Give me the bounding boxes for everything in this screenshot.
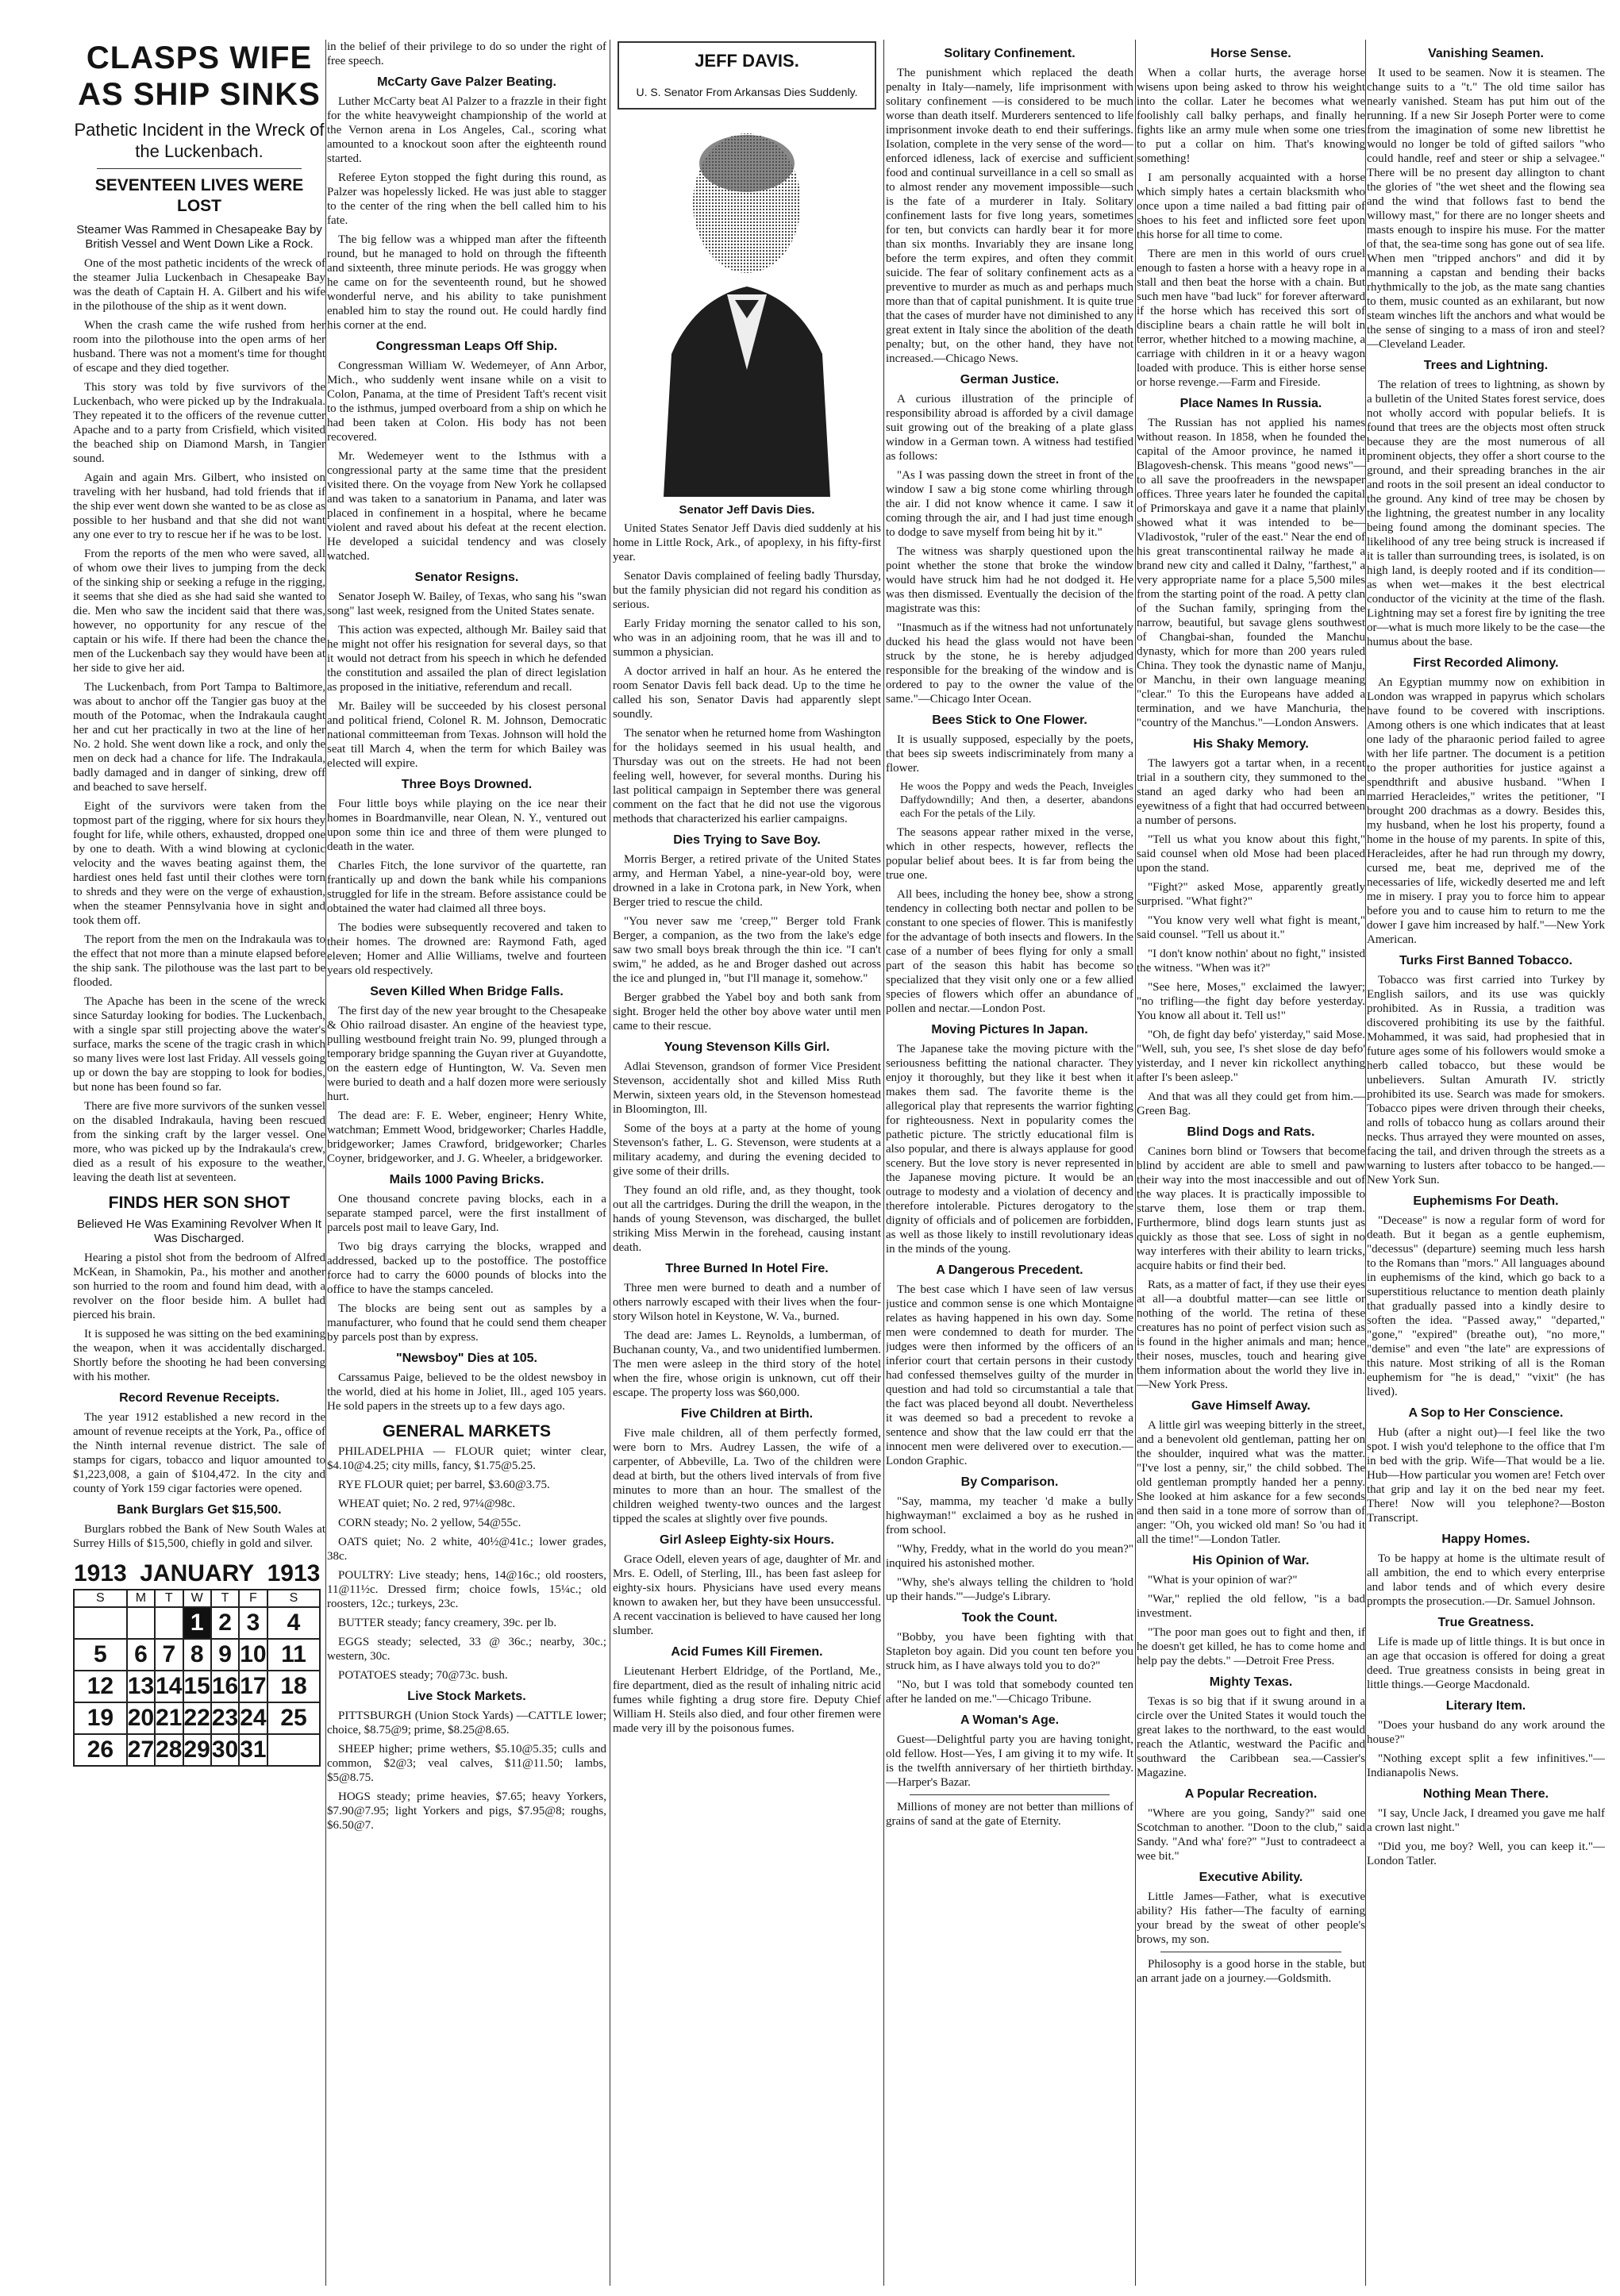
article-paragraph: Four little boys while playing on the ice near their homes in Boardmanville, near Olean, N. Y., ventured out upon some thin ice and three of them were plunged to death in the water. <box>327 798 606 853</box>
article-paragraph: A little girl was weeping bitterly in the street, and a benevolent old gentleman, patting her on the shoulder, inquired what was the matter. "I've lost a penny, sir," the child sobbed. The old gentleman promptly handed her a penny. She looked at him askance for a few seconds and then said in a tone more of sorrow than of anger: "Oh, you wicked old man! So 'ou had it all the time!"—London Tatler. <box>1137 1419 1365 1546</box>
article-paragraph: "Tell us what you know about this fight," said counsel when old Mose had been placed upon the stand. <box>1137 833 1365 875</box>
article-paragraph: "As I was passing down the street in front of the window I saw a big stone come whirling through the air. I did not know whence it came. I saw it coming through the air, and I had just time enough to dodge to save myself from being hit by it." <box>886 469 1133 539</box>
article-paragraph: Five male children, all of them perfectly formed, were born to Mrs. Audrey Lassen, the wife of a carpenter, of Abbeville, La. Two of the children were dead at birth, but the others lived intervals of from five minutes to more than an hour. The smallest of the children weighed twenty-two ounces and the largest tipped the scales at slightly over five pounds. <box>613 1427 881 1525</box>
article-heading: Vanishing Seamen. <box>1428 47 1544 60</box>
article-paragraph: Berger grabbed the Yabel boy and both sank from sight. Broger held the other boy above water until men came to their rescue. <box>613 991 881 1033</box>
article-paragraph: Three men were burned to death and a number of others narrowly escaped with their lives when the four-story Wilson hotel in Keystone, W. Va., burned. <box>613 1282 881 1323</box>
article-paragraph: The seasons appear rather mixed in the verse, which in other respects, however, reflects the popular belief about bees. It is far from being the true one. <box>886 826 1133 882</box>
article-paragraph: "Say, mamma, my teacher 'd make a bully highwayman!" exclaimed a boy as he rushed in from school. <box>886 1495 1133 1536</box>
article-paragraph: There are five more survivors of the sunken vessel on the disabled Indrakaula, having been rescued from the sinking craft by the larger vessel. One more, who was picked up by the Indrakaula's crew, died as a result of his exposure to the weather, leaving the death list at seventeen. <box>73 1100 325 1184</box>
article-heading: FINDS HER SON SHOT <box>108 1194 291 1212</box>
main-headline: CLASPS WIFE AS SHIP SINKS <box>78 40 321 112</box>
article-heading: Blind Dogs and Rats. <box>1187 1125 1315 1139</box>
calendar-weekday: M <box>127 1590 155 1607</box>
article-paragraph: The Japanese take the moving picture with the seriousness befitting the national character. They enjoy it thoroughly, but they like it best when it makes them sad. The favorite theme is the allegorical play that represents the warrior fighting for righteousness. Next in popularity comes the pathetic picture. The strictly educational film is also popular, and there is always applause for good scenery. But the love story is never represented in the Japanese moving picture. It would be an outrage to modesty and a violation of decency and therefore intolerable. Pictures derogatory to the dignity of officials and of policemen are forbidden, as well as those likely to instill revolutionary ideas in the minds of the young. <box>886 1043 1133 1256</box>
article-heading: McCarty Gave Palzer Beating. <box>377 75 556 89</box>
calendar-day: 31 <box>239 1734 267 1766</box>
article-heading: Seven Killed When Bridge Falls. <box>370 985 564 998</box>
article-paragraph: "Bobby, you have been fighting with that Stapleton boy again. Did you count ten before you struck him, as I have always told you to do?" <box>886 1631 1133 1672</box>
article-deck: Believed He Was Examining Revolver When It Was Discharged. <box>77 1217 321 1245</box>
article-paragraph: Hearing a pistol shot from the bedroom of Alfred McKean, in Shamokin, Pa., his mother and another son hurried to the room and found him dead, with a revolver on the floor beside him. A bullet had pierced his brain. <box>73 1252 325 1321</box>
article-heading: "Newsboy" Dies at 105. <box>396 1352 537 1365</box>
article-paragraph: When the crash came the wife rushed from her room into the pilothouse into the open arms of her husband. There was not a moment's time for thought of escape and they died together. <box>73 319 325 375</box>
calendar-weekday: S <box>74 1590 127 1607</box>
calendar-day: 16 <box>211 1671 239 1702</box>
article-paragraph: "Decease" is now a regular form of word for death. But it began as a gentle euphemism, "decessus" (departure) seeming much less harsh to the Romans than "mors." All languages abound in euphemisms of the kind, which go back to a superstitious reluctance to mention death plainly that gradually passed into a kindly desire to soften the idea. "Passed away," "departed," "gone," "expired" (breathe out), "no more," "demise" and even "the late" are expressions of this nature. Most striking of all is the Roman euphemism for "he is dead," "vixit" (he has lived). <box>1367 1214 1605 1398</box>
article-paragraph: The big fellow was a whipped man after the fifteenth round, but he managed to hold on through the fifteenth and sixteenth, three minute periods. He was groggy when he came on for the seventeenth round, but he showed wonderful nerve, and his ability to take punishment enabled him to stay the round out. He could hardly find his corner at the end. <box>327 233 606 332</box>
article-paragraph: "Oh, de fight day befo' yisterday," said Mose. "Well, suh, you see, I's shet slose de day befo' yisterday, and I never kin rickollect anything after I's been asleep." <box>1137 1029 1365 1084</box>
headline-deck: SEVENTEEN LIVES WERE LOST <box>94 176 304 215</box>
article-heading: Live Stock Markets. <box>407 1690 526 1703</box>
calendar-year-left: 1913 <box>74 1560 127 1586</box>
article-paragraph: "War," replied the old fellow, "is a bad investment. <box>1137 1593 1365 1620</box>
market-line: PHILADELPHIA — FLOUR quiet; winter clear, $4.10@4.25; city mills, fancy, $1.75@5.25. <box>327 1445 606 1472</box>
article-paragraph: And that was all they could get from him.—Green Bag. <box>1137 1090 1365 1117</box>
article-paragraph: "Fight?" asked Mose, apparently greatly surprised. "What fight?" <box>1137 881 1365 908</box>
article-paragraph: Two big drays carrying the blocks, wrapped and addressed, backed up to the postoffice. The postoffice force had to carry the 6000 pounds of blocks into the office to have the stamps canceled. <box>327 1240 606 1296</box>
article-paragraph: Luther McCarty beat Al Palzer to a frazzle in their fight for the white heavyweight championship of the world at the Vernon arena in Los Angeles, Cal., scoring what amounted to a knockout soon after the eighteenth round started. <box>327 95 606 165</box>
article-paragraph: Early Friday morning the senator called to his son, who was in an adjoining room, that he was ill and to summon a physician. <box>613 617 881 659</box>
calendar-day: 20 <box>127 1702 155 1734</box>
article-heading: By Comparison. <box>960 1475 1059 1489</box>
calendar-day: 24 <box>239 1702 267 1734</box>
article-paragraph: The first day of the new year brought to the Chesapeake & Ohio railroad disaster. An engine of the heaviest type, pulling westbound freight train No. 99, plunged through a temporary bridge spanning the Guyan river at Guyandotte, on the eastern edge of Huntington, W. Va. Seven men were buried to death and a half dozen more were seriously hurt. <box>327 1005 606 1103</box>
article-paragraph: The lawyers got a tartar when, in a recent trial in a southern city, they summoned to the stand an aged darky who had been an eyewitness of a fight that had occurred between a number of persons. <box>1137 757 1365 827</box>
calendar-day: 26 <box>74 1734 127 1766</box>
calendar-year-right: 1913 <box>267 1560 321 1586</box>
calendar-day: 19 <box>74 1702 127 1734</box>
portrait-caption: Senator Jeff Davis Dies. <box>679 503 815 517</box>
article-paragraph: Little James—Father, what is executive ability? His father—The faculty of earning your bread by the sweat of other people's brows, my son. <box>1137 1890 1365 1946</box>
article-paragraph: To be happy at home is the ultimate result of all ambition, the end to which every enterprise and labor tends and of which every desire prompts the prosecution.—Dr. Samuel Johnson. <box>1367 1552 1605 1608</box>
calendar-day: 13 <box>127 1671 155 1702</box>
article-paragraph: "Nothing except split a few infinitives."—Indianapolis News. <box>1367 1752 1605 1779</box>
market-line: HOGS steady; prime heavies, $7.65; heavy Yorkers, $7.90@7.95; light Yorkers and pigs, $7.95@8; roughs, $6.50@7. <box>327 1790 606 1832</box>
article-paragraph: Mr. Bailey will be succeeded by his closest personal and political friend, Colonel R. M. Johnson, Democratic national committeeman from Texas. Johnson will hold the seat till March 4, when the term for which Bailey was elected will expire. <box>327 700 606 770</box>
poem-verse: He woos the Poppy and weds the Peach, Inveigles Daffydowndilly; And then, a deserter, abandons each For the petals of the Lily. <box>900 781 1133 820</box>
article-paragraph: A doctor arrived in half an hour. As he entered the room Senator Davis fell back dead. Up to the time he called his son, Senator Davis had apparently slept soundly. <box>613 665 881 721</box>
article-paragraph: From the reports of the men who were saved, all of whom owe their lives to jumping from the deck of the sinking ship or seeking a refuge in the rigging, it seems that she died as she had said she wanted to die. Men who saw the incident said that there was, however, no opportunity for any rescue of the captain or his wife. If there had been the chance the men of the Luckenbach say they would have been at her side to give her aid. <box>73 548 325 675</box>
article-paragraph: "No, but I was told that somebody counted ten after he landed on me."—Chicago Tribune. <box>886 1679 1133 1706</box>
calendar <box>73 1559 321 1767</box>
article-paragraph: Millions of money are not better than millions of grains of sand at the gate of Eternity. <box>886 1801 1133 1828</box>
article-paragraph: Burglars robbed the Bank of New South Wales at Surrey Hills of $15,500, chiefly in gold and silver. <box>73 1523 325 1550</box>
calendar-day: 14 <box>155 1671 183 1702</box>
calendar-day: 28 <box>155 1734 183 1766</box>
calendar-weekday: T <box>155 1590 183 1607</box>
calendar-weekday: S <box>267 1590 321 1607</box>
calendar-day: 21 <box>155 1702 183 1734</box>
market-line: SHEEP higher; prime wethers, $5.10@5.35; culls and common, $2@3; veal calves, $11@11.50; lambs, $5@8.75. <box>327 1743 606 1784</box>
market-line: PITTSBURGH (Union Stock Yards) —CATTLE lower; choice, $8.75@9; prime, $8.25@8.65. <box>327 1710 606 1736</box>
article-heading: Girl Asleep Eighty-six Hours. <box>660 1533 834 1547</box>
market-line: OATS quiet; No. 2 white, 40½@41c.; lower grades, 38c. <box>327 1536 606 1563</box>
article-heading: Trees and Lightning. <box>1423 359 1549 372</box>
calendar-day: 23 <box>211 1702 239 1734</box>
article-paragraph: "You never saw me 'creep,'" Berger told Frank Berger, a companion, as the two from the lake's edge saw two small boys break through the thin ice. "I can't swim," he added, as he and Broger dashed out across the ice and plunged in, "but I'll manage it, somehow." <box>613 915 881 985</box>
headline-summary: Steamer Was Rammed in Chesapeake Bay by British Vessel and Went Down Like a Rock. <box>76 223 322 251</box>
calendar-day: 18 <box>267 1671 321 1702</box>
article-paragraph: Mr. Wedemeyer went to the Isthmus with a congressional party at the same time that the president visited there. On the voyage from New York he collapsed and was taken to a sanatorium in Panama, and later was placed in confinement in a hospital, where he became violent and raved about his defeat at the recent election. He developed a suicidal tendency and was closely watched. <box>327 450 606 563</box>
article-heading: Mighty Texas. <box>1209 1675 1293 1689</box>
article-heading: German Justice. <box>960 373 1060 387</box>
article-heading: Place Names In Russia. <box>1179 397 1322 410</box>
article-paragraph: "See here, Moses," exclaimed the lawyer; "no trifling—the fight day before yesterday. You know all about it. Tell us!" <box>1137 981 1365 1022</box>
calendar-weekday: T <box>211 1590 239 1607</box>
article-paragraph: This action was expected, although Mr. Bailey said that he might not offer his resignation for several days, so that it would not detract from his speech in which he defended the constitution and assailed the plan of direct legislation as proposed in the initiative, referendum and recall. <box>327 624 606 694</box>
article-paragraph: When a collar hurts, the average horse wisens upon being asked to throw his weight into the collar. Later he becomes what we foolishly call balky perhaps, and finally he fights like an army mule when some one tries to put a collar on him. That's knowing something! <box>1137 67 1365 165</box>
market-line: POTATOES steady; 70@73c. bush. <box>338 1669 508 1682</box>
article-paragraph: "Why, she's always telling the children to 'hold up their hands.'"—Judge's Library. <box>886 1576 1133 1603</box>
calendar-day: 7 <box>155 1639 183 1671</box>
article-paragraph: "Why, Freddy, what in the world do you mean?" inquired his astonished mother. <box>886 1543 1133 1570</box>
article-paragraph: I am personally acquainted with a horse which simply hates a certain blacksmith who once upon a time nailed a bad fitting pair of shoes to his feet and inflicted sore feet upon this horse for all time to come. <box>1137 171 1365 241</box>
calendar-day: 25 <box>267 1702 321 1734</box>
article-heading: A Popular Recreation. <box>1184 1787 1318 1801</box>
article-heading: Nothing Mean There. <box>1422 1787 1549 1801</box>
article-paragraph: Texas is so big that if it swung around in a circle over the United States it would touch the great lakes to the northward, to the east would reach the Atlantic, westward the Pacific and southward the Caribbean sea.—Cassier's Magazine. <box>1137 1695 1365 1779</box>
jeff-davis-box <box>618 41 876 110</box>
article-heading: Bank Burglars Get $15,500. <box>117 1503 282 1517</box>
market-line: POULTRY: Live steady; hens, 14@16c.; old roosters, 11@11½c. Dressed firm; choice fowls, 15¼c.; old roosters, 12c.; turkeys, 23c. <box>327 1569 606 1610</box>
article-paragraph: "Did you, me boy? Well, you can keep it."—London Tatler. <box>1367 1840 1605 1867</box>
article-paragraph: A curious illustration of the principle of responsibility abroad is afforded by a civil damage suit growing out of the breaking of a plate glass window in a German town. A witness had testified as follows: <box>886 393 1133 463</box>
calendar-day: 6 <box>127 1639 155 1671</box>
article-heading: Literary Item. <box>1445 1699 1526 1713</box>
article-heading: Solitary Confinement. <box>944 47 1076 60</box>
article-paragraph: Senator Joseph W. Bailey, of Texas, who sang his "swan song" last week, resigned from the United States senate. <box>327 590 606 617</box>
article-paragraph: Charles Fitch, the lone survivor of the quartette, ran frantically up and down the bank while his companions struggled for life in the stream. Before assistance could be obtained the water had claimed all three boys. <box>327 860 606 915</box>
column-4 <box>886 40 1133 2286</box>
article-paragraph: "Inasmuch as if the witness had not unfortunately ducked his head the glass would not have been struck by the stone, he is hereby adjudged responsible for the breaking of the window and is ordered to pay to the owner the value of the same."—Chicago Inter Ocean. <box>886 621 1133 706</box>
market-line: EGGS steady; selected, 33 @ 36c.; nearby, 30c.; western, 30c. <box>327 1636 606 1663</box>
article-paragraph: Eight of the survivors were taken from the topmost part of the rigging, where for six hours they fought for life, while others, exhausted, dropped one by one to death. With a wind blowing at cyclonic velocity and the waves beating against them, the hardiest ones held fast until their clothes were torn to shreds and they were on the verge of exhaustion, when the steamer Pennsylvania hove in sight and took them off. <box>73 800 325 927</box>
article-paragraph: "I say, Uncle Jack, I dreamed you gave me half a crown last night." <box>1367 1807 1605 1834</box>
markets-heading: GENERAL MARKETS <box>383 1422 551 1440</box>
calendar-day: 17 <box>239 1671 267 1702</box>
column-1 <box>73 40 325 2286</box>
calendar-day: 27 <box>127 1734 155 1766</box>
article-paragraph: Senator Davis complained of feeling badly Thursday, but the family physician did not regard his condition as serious. <box>613 570 881 611</box>
article-paragraph: Guest—Delightful party you are having tonight, old fellow. Host—Yes, I am giving it to my wife. It is the twelfth anniversary of her thirtieth birthday.—Harper's Bazar. <box>886 1733 1133 1789</box>
article-paragraph: The Russian has not applied his names without reason. In 1858, when he founded the capital of the Amoor province, he named it Blagovesh-chensk. This means "good news"—to all save the proofreaders in the newspaper offices. Three years later he founded the capital of Primorskaya and gave it a name that plainly showed what it was intended to be—Vladivostok, "ruler of the east." Near the end of his great transcontinental railway he made a brand new city and called it Dalny, "farthest," a very appropriate name for a place 5,500 miles from the starting point of the road. A petty clan of the Suchan family, springing from the narrow, beautiful, but savage glens southwest of Changbai-shan, founded the Manchu dynasty, which for more than 200 years ruled China. They took the dynastic name of Manju, or Manchu, in their own language meaning "clear." To this the Europeans have added a termination, and we have Manchuria, the "country of the Manchus."—London Answers. <box>1137 417 1365 729</box>
calendar-day: 3 <box>239 1607 267 1639</box>
article-heading: Turks First Banned Tobacco. <box>1399 954 1573 967</box>
article-paragraph: One thousand concrete paving blocks, each in a separate stamped parcel, were the first installment of parcels post mail to leave Gary, Ind. <box>327 1193 606 1234</box>
article-heading: A Sop to Her Conscience. <box>1408 1406 1564 1420</box>
article-paragraph: It is usually supposed, especially by the poets, that bees sip sweets indiscriminately from many a flower. <box>886 733 1133 775</box>
calendar-day: 15 <box>183 1671 211 1702</box>
article-paragraph: The witness was sharply questioned upon the point whether the stone that broke the window would have struck him had he not dodged it. He was then dismissed. Eventually the decision of the magistrate was this: <box>886 545 1133 615</box>
article-paragraph: Canines born blind or Towsers that become blind by accident are able to smell and paw their way into the most inaccessible and out of the way places. It is practically impossible to starve them, lose them or trap them. Furthermore, blind dogs learn stunts just as quickly as those that see. Loss of sight in no way interferes with their ability to learn tricks, acquire habits or find their bed. <box>1137 1145 1365 1272</box>
article-paragraph: United States Senator Jeff Davis died suddenly at his home in Little Rock, Ark., of apoplexy, in his fifty-first year. <box>613 522 881 563</box>
article-paragraph: The Luckenbach, from Port Tampa to Baltimore, was about to anchor off the Tangier gas buoy at the mouth of the Potomac, when the Indrakaula caught her and cut her practically in two at the line of her No. 2 hold. She went down like a rock, and only the men on deck had a chance for life. The Indrakaula, badly damaged and in danger of sinking, drew off and beached to save herself. <box>73 681 325 794</box>
column-5 <box>1137 40 1365 2286</box>
article-heading: His Opinion of War. <box>1192 1554 1310 1567</box>
market-line: BUTTER steady; fancy creamery, 39c. per lb. <box>338 1617 557 1629</box>
calendar-day: 29 <box>183 1734 211 1766</box>
calendar-weekday: W <box>183 1590 211 1607</box>
article-heading: Took the Count. <box>961 1611 1058 1625</box>
article-heading: Happy Homes. <box>1441 1533 1530 1546</box>
article-heading: First Recorded Alimony. <box>1413 656 1559 670</box>
market-line: WHEAT quiet; No. 2 red, 97¼@98c. <box>338 1498 516 1510</box>
article-paragraph: The dead are: F. E. Weber, engineer; Henry White, watchman; Emmett Wood, bridgeworker; Charles Haddle, bridgeworker; James Crawford, bridgeworker; Charles Coyner, bridgeworker, and J. G. Wheeler, a bridgeworker. <box>327 1110 606 1165</box>
article-paragraph: Congressman William W. Wedemeyer, of Ann Arbor, Mich., who suddenly went insane while on a visit to Colon, Panama, at the time of President Taft's recent visit to the isthmus, jumped overboard from a ship on which he had been taken at Colon. His body has not been recovered. <box>327 360 606 444</box>
calendar-day <box>267 1734 321 1766</box>
calendar-day <box>74 1607 127 1639</box>
article-heading: Moving Pictures In Japan. <box>931 1023 1088 1036</box>
headline-subtitle: Pathetic Incident in the Wreck of the Luckenbach. <box>74 120 325 161</box>
article-paragraph: "I don't know nothin' about no fight," insisted the witness. "When was it?" <box>1137 948 1365 975</box>
article-heading: Bees Stick to One Flower. <box>932 713 1087 727</box>
market-line: RYE FLOUR quiet; per barrel, $3.60@3.75. <box>338 1479 550 1491</box>
article-paragraph: The year 1912 established a new record in the amount of revenue receipts at the York, Pa., office of the Ninth internal revenue district. The sale of stamps for cigars, tobacco and liquor amounted to $1,223,008, a gain of $104,472. In the city and county of York 159 cigar factories were opened. <box>73 1411 325 1495</box>
box-title: JEFF DAVIS. <box>695 51 799 71</box>
article-paragraph: Again and again Mrs. Gilbert, who insisted on traveling with her husband, had told friends that if the ship ever went down she wanted to be as close as possible to her husband and that she did not want any one ever to try to rescue her if he was to be lost. <box>73 471 325 541</box>
calendar-day: 10 <box>239 1639 267 1671</box>
article-paragraph: Rats, as a matter of fact, if they use their eyes at all—a doubtful matter—can see little or nothing of the world. The retina of these creatures has no point of perfect vision such as is found in the higher animals and man; hence their noses, muscles, touch and hearing give them information about the world they live in.—New York Press. <box>1137 1279 1365 1391</box>
article-heading: Senator Resigns. <box>414 571 519 584</box>
article-heading: Gave Himself Away. <box>1191 1399 1310 1413</box>
article-heading: Horse Sense. <box>1210 47 1291 60</box>
article-paragraph: Life is made up of little things. It is but once in an age that occasion is offered for doing a great deed. True greatness consists in being great in little things.—George Macdonald. <box>1367 1636 1605 1691</box>
article-paragraph: The Apache has been in the scene of the wreck since Saturday looking for bodies. The Luckenbach, with a single spar still projecting above the water's surface, marks the scene of the tragic crash in which so many lives were lost last Friday. All vessels going up or down the bay are stopping to look for bodies, but none has been found so far. <box>73 995 325 1094</box>
article-heading: Acid Fumes Kill Firemen. <box>671 1645 823 1659</box>
article-paragraph: in the belief of their privilege to do so under the right of free speech. <box>327 40 606 67</box>
article-paragraph: The relation of trees to lightning, as shown by a bulletin of the United States forest service, does not wholly accord with popular beliefs. It is found that trees are the objects most often struck because they are the most numerous of all prominent objects, they offer a short course to the ground, and their spreading branches in the air and roots in the soil present an ideal conductor to the ground. Any kind of tree may be chosen by the lightning, the greatest number in any locality being found among the dominant species. The likelihood of any tree being struck is increased if it is taller than surrounding trees, is isolated, is on high land, is deeply rooted and if its condition—as when wet—makes it the best electrical conductor of the vicinity at the time of the flash. Lightning may set a forest fire by igniting the tree or—what is much more likely to be the case—the humus about the base. <box>1367 379 1605 648</box>
calendar-day: 30 <box>211 1734 239 1766</box>
article-heading: Mails 1000 Paving Bricks. <box>389 1173 544 1186</box>
column-6 <box>1367 40 1605 2286</box>
article-paragraph: One of the most pathetic incidents of the wreck of the steamer Julia Luckenbach in Chesapeake Bay was the death of Captain H. A. Gilbert and his wife in the pilothouse of the ship as it went down. <box>73 257 325 313</box>
article-paragraph: Carssamus Paige, believed to be the oldest newsboy in the world, died at his home in Joliet, Ill., aged 105 years. He sold papers in the streets up to a few days ago. <box>327 1371 606 1413</box>
article-paragraph: Referee Eyton stopped the fight during this round, as Palzer was hopelessly licked. He was just able to stagger to the center of the ring when the bell called him to his fate. <box>327 171 606 227</box>
article-paragraph: Grace Odell, eleven years of age, daughter of Mr. and Mrs. E. Odell, of Sterling, Ill., has been fast asleep for eighty-six hours. Physicians have used every means known to awaken her, but they have been unsuccessful. A recent vaccination is believed to have caused her long slumber. <box>613 1553 881 1637</box>
article-paragraph: It is supposed he was sitting on the bed examining the weapon, when it was accidentally discharged. Shortly before the shooting he had been conversing with his mother. <box>73 1328 325 1383</box>
article-paragraph: Philosophy is a good horse in the stable, but an arrant jade on a journey.—Goldsmith. <box>1137 1958 1365 1985</box>
calendar-month: JANUARY <box>140 1560 255 1586</box>
article-paragraph: Adlai Stevenson, grandson of former Vice President Stevenson, accidentally shot and killed Miss Ruth Merwin, sixteen years old, in the Stevenson homestead in Bloomington, Ill. <box>613 1060 881 1116</box>
article-paragraph: "Where are you going, Sandy?" said one Scotchman to another. "Doon to the club," said Sandy. "And wha' fore?" "Just to contradeect a wee bit." <box>1137 1807 1365 1863</box>
article-heading: Record Revenue Receipts. <box>119 1391 279 1405</box>
calendar-day: 1 <box>183 1607 211 1639</box>
calendar-day: 12 <box>74 1671 127 1702</box>
article-paragraph: All bees, including the honey bee, show a strong tendency in collecting both nectar and pollen to be constant to one species of flower. This is manifestly for the advantage of both insects and flowers. In the case of a number of bees flying for only a small part of the season this habit has become so specialized that they visit only one or a few allied species of flowers which offer an abundance of pollen and nectar.—London Post. <box>886 888 1133 1015</box>
article-paragraph: "The poor man goes out to fight and then, if he doesn't get killed, he has to come home and help pay the debts." —Detroit Free Press. <box>1137 1626 1365 1667</box>
column-3 <box>613 40 881 2286</box>
article-paragraph: Hub (after a night out)—I feel like the two spot. I wish you'd telephone to the office that I'm in bed with the grip. Wife—That would be a lie. Hub—How particular you women are! Fetch over that grip and lay it on the bed near my feet. There! Now will you telephone?—Boston Transcript. <box>1367 1426 1605 1525</box>
article-heading: Euphemisms For Death. <box>1413 1194 1559 1208</box>
calendar-weekday: F <box>239 1590 267 1607</box>
article-paragraph: Lieutenant Herbert Eldridge, of the Portland, Me., fire department, died as the result of inhaling nitric acid fumes while fighting a drug store fire. Deputy Chief William H. Steils also died, and four other firemen were made very ill by the poisonous fumes. <box>613 1665 881 1735</box>
article-paragraph: It used to be seamen. Now it is steamen. The change suits to a "t." The old time sailor has nearly vanished. Steam has put him out of the running. If a new Sir Joseph Porter were to come from the imagination of some new librettist he would no longer be told of gifted sailors "who could handle, reef and steer or ship a selvagee." There will be no present day allington to chant the glories of "the wet sheet and the flowing sea and the wind that follows fast to bend the willowy mast," for there are no longer sheets and masts enough to inspire his muse. For the matter of that, the sea-time song has gone out of sea life. When men "tripped anchors" and did it by manning a capstan and bending their backs rhythmically to the job, as the mate sang chanties to them, music counted as an exhilarant, but now steam winches lift the anchors and what would be the sense of singing to a mass of iron and steel?—Cleveland Leader. <box>1367 67 1605 351</box>
article-paragraph: Some of the boys at a party at the home of young Stevenson's father, L. G. Stevenson, were students at a military academy, and during the evening decided to give some of their drills. <box>613 1122 881 1178</box>
calendar-day: 9 <box>211 1639 239 1671</box>
article-paragraph: Morris Berger, a retired private of the United States army, and Herman Yabel, a nine-year-old boy, were drowned in a lake in Crotona park, in New York, when Berger tried to rescue the child. <box>613 853 881 909</box>
article-heading: Five Children at Birth. <box>680 1407 814 1421</box>
article-paragraph: The dead are: James L. Reynolds, a lumberman, of Buchanan county, Va., and two unidentified lumbermen. The men were asleep in the third story of the hotel when the fire, whose origin is unknown, cut off their escape. The property loss was $60,000. <box>613 1329 881 1399</box>
calendar-day: 8 <box>183 1639 211 1671</box>
article-paragraph: "Does your husband do any work around the house?" <box>1367 1719 1605 1746</box>
article-heading: Dies Trying to Save Boy. <box>673 833 821 847</box>
article-paragraph: "You know very well what fight is meant," said counsel. "Tell us about it." <box>1137 914 1365 941</box>
article-paragraph: The bodies were subsequently recovered and taken to their homes. The drowned are: Raymond Fath, aged eleven; Homer and Allie Williams, twelve and fourteen years old respectively. <box>327 921 606 977</box>
calendar-day: 4 <box>267 1607 321 1639</box>
calendar-day <box>127 1607 155 1639</box>
article-heading: Congressman Leaps Off Ship. <box>375 340 558 353</box>
calendar-day: 11 <box>267 1639 321 1671</box>
market-line: CORN steady; No. 2 yellow, 54@55c. <box>338 1517 521 1529</box>
article-heading: True Greatness. <box>1437 1616 1534 1629</box>
calendar-day: 22 <box>183 1702 211 1734</box>
box-subtitle: U. S. Senator From Arkansas Dies Suddenly. <box>636 86 858 98</box>
article-paragraph: The best case which I have seen of law versus justice and common sense is one which Montaigne relates as having happened in his own day. Some men were condemned to death for murder. The judges were then informed by the officers of an inferior court that certain persons in their custody had confessed themselves guilty of the murder in question and had told so circumstantial a tale that the fact was placed beyond all doubt. Nevertheless it was deemed so bad a precedent to revoke a sentence and show that the law could err that the innocent men were delivered over to execution.—London Graphic. <box>886 1283 1133 1467</box>
article-paragraph: "What is your opinion of war?" <box>1148 1574 1298 1586</box>
article-heading: Three Boys Drowned. <box>401 778 533 791</box>
article-paragraph: They found an old rifle, and, as they thought, took out all the cartridges. During the drill the weapon, in the hands of young Stevenson, was discharged, the bullet striking Miss Merwin in the forehead, causing instant death. <box>613 1184 881 1254</box>
article-heading: His Shaky Memory. <box>1193 737 1309 751</box>
article-paragraph: There are men in this world of ours cruel enough to fasten a horse with a heavy rope in a stall and then beat the horse with a chain. But such men have "bad luck" for forever afterward if the horse which has received this sort of discipline bears a chain rattle he will bolt in terror, whether hitched to a mowing machine, a carriage with children in it or a heavy wagon loaded with produce. This is either horse sense or horse revenge.—Farm and Fireside. <box>1137 248 1365 389</box>
article-heading: Three Burned In Hotel Fire. <box>665 1262 829 1275</box>
column-2 <box>327 40 606 2286</box>
article-heading: A Woman's Age. <box>960 1713 1060 1727</box>
calendar-day: 5 <box>74 1639 127 1671</box>
article-paragraph: The senator when he returned home from Washington for the holidays seemed in his usual health, and Thursday was out on the streets. He had not been feeling well, however, for several months. During his last political campaign in September there was general comment on the fact that he did not use the vigorous methods that characterized his earlier campaigns. <box>613 727 881 825</box>
calendar-day: 2 <box>211 1607 239 1639</box>
article-paragraph: This story was told by five survivors of the Luckenbach, who were picked up by the Indrakuala. They repeated it to the officers of the revenue cutter Apache and to a party from Crisfield, which visited the beached ship on Diamond Marsh, in Tangier sound. <box>73 381 325 465</box>
article-paragraph: The punishment which replaced the death penalty in Italy—namely, life imprisonment with solitary confinement —is considered to be much worse than death itself. Murderers sentenced to life imprisonment invoke death to end their sufferings. Isolation, complete in the very sense of the word—enforced idleness, lack of exercise and sufficient food and continual surveillance in a cell so small as to almost render any movement impossible—such is the fate of a murderer in Italy. Solitary confinement lasts for five long years, sometimes for ten, but convicts can hardly bear it for more than six months. Invariably they are insane long before the term expires, and often they commit suicide. The fear of solitary confinement acts as a preventive to murder as much as and perhaps much more than that of capital punishment. It is quite true that the cases of murder have not diminished to any great extent in Italy since the abolition of the death penalty; but, on the other hand, they have not increased.—Chicago News. <box>886 67 1133 365</box>
article-paragraph: Tobacco was first carried into Turkey by English sailors, and its use was quickly prohibited. As in Russia, a tradition was discovered prohibiting its use by the faithful. Mohammed, it was said, had prophesied that in future ages some of his followers would smoke a herb called tobacco, but these would be unbelievers. Sultan Amurath IV. strictly prohibited its use. Search was made for smokers. Tobacco pipes were driven through their cheeks, and rolls of tobacco hung as collars around their necks. Thus arrayed they were mounted on asses, facing the tail, and driven through the streets as a warning to lusters after tobacco to be hanged.—New York Sun. <box>1367 974 1605 1186</box>
article-heading: Executive Ability. <box>1199 1871 1303 1884</box>
senator-portrait-image <box>648 116 846 497</box>
article-paragraph: The report from the men on the Indrakaula was to the effect that not more than a minute elapsed before the ship sank. The pilothouse was the last part to be flooded. <box>73 933 325 989</box>
article-heading: Young Stevenson Kills Girl. <box>664 1040 830 1054</box>
article-paragraph: The blocks are being sent out as samples by a manufacturer, who found that he could send them cheaper by parcels post than by express. <box>327 1302 606 1344</box>
article-heading: A Dangerous Precedent. <box>936 1263 1083 1277</box>
calendar-day <box>155 1607 183 1639</box>
article-paragraph: An Egyptian mummy now on exhibition in London was wrapped in papyrus which scholars have found to be covered with inscriptions. Among others is one which indicates that at least one lady of the pharaonic period failed to agree with her life partner. The document is a petition to the proper authorities for justice against a spendthrift and abusive husband. "When I married Heracleides," writes the petitioner, "I brought 200 drachmas as a dowry. Besides this, my husband, when he lost his property, found a home in the house of my parents. In spite of this, Heracleides, after he had run through my dowry, cursed me, beat me, deprived me of the necessaries of life, wickedly deserted me and left me in misery. I pray you to force him to appear before you and to cause him to return to me the dower I gave him increased by half."—New York American. <box>1367 676 1605 946</box>
